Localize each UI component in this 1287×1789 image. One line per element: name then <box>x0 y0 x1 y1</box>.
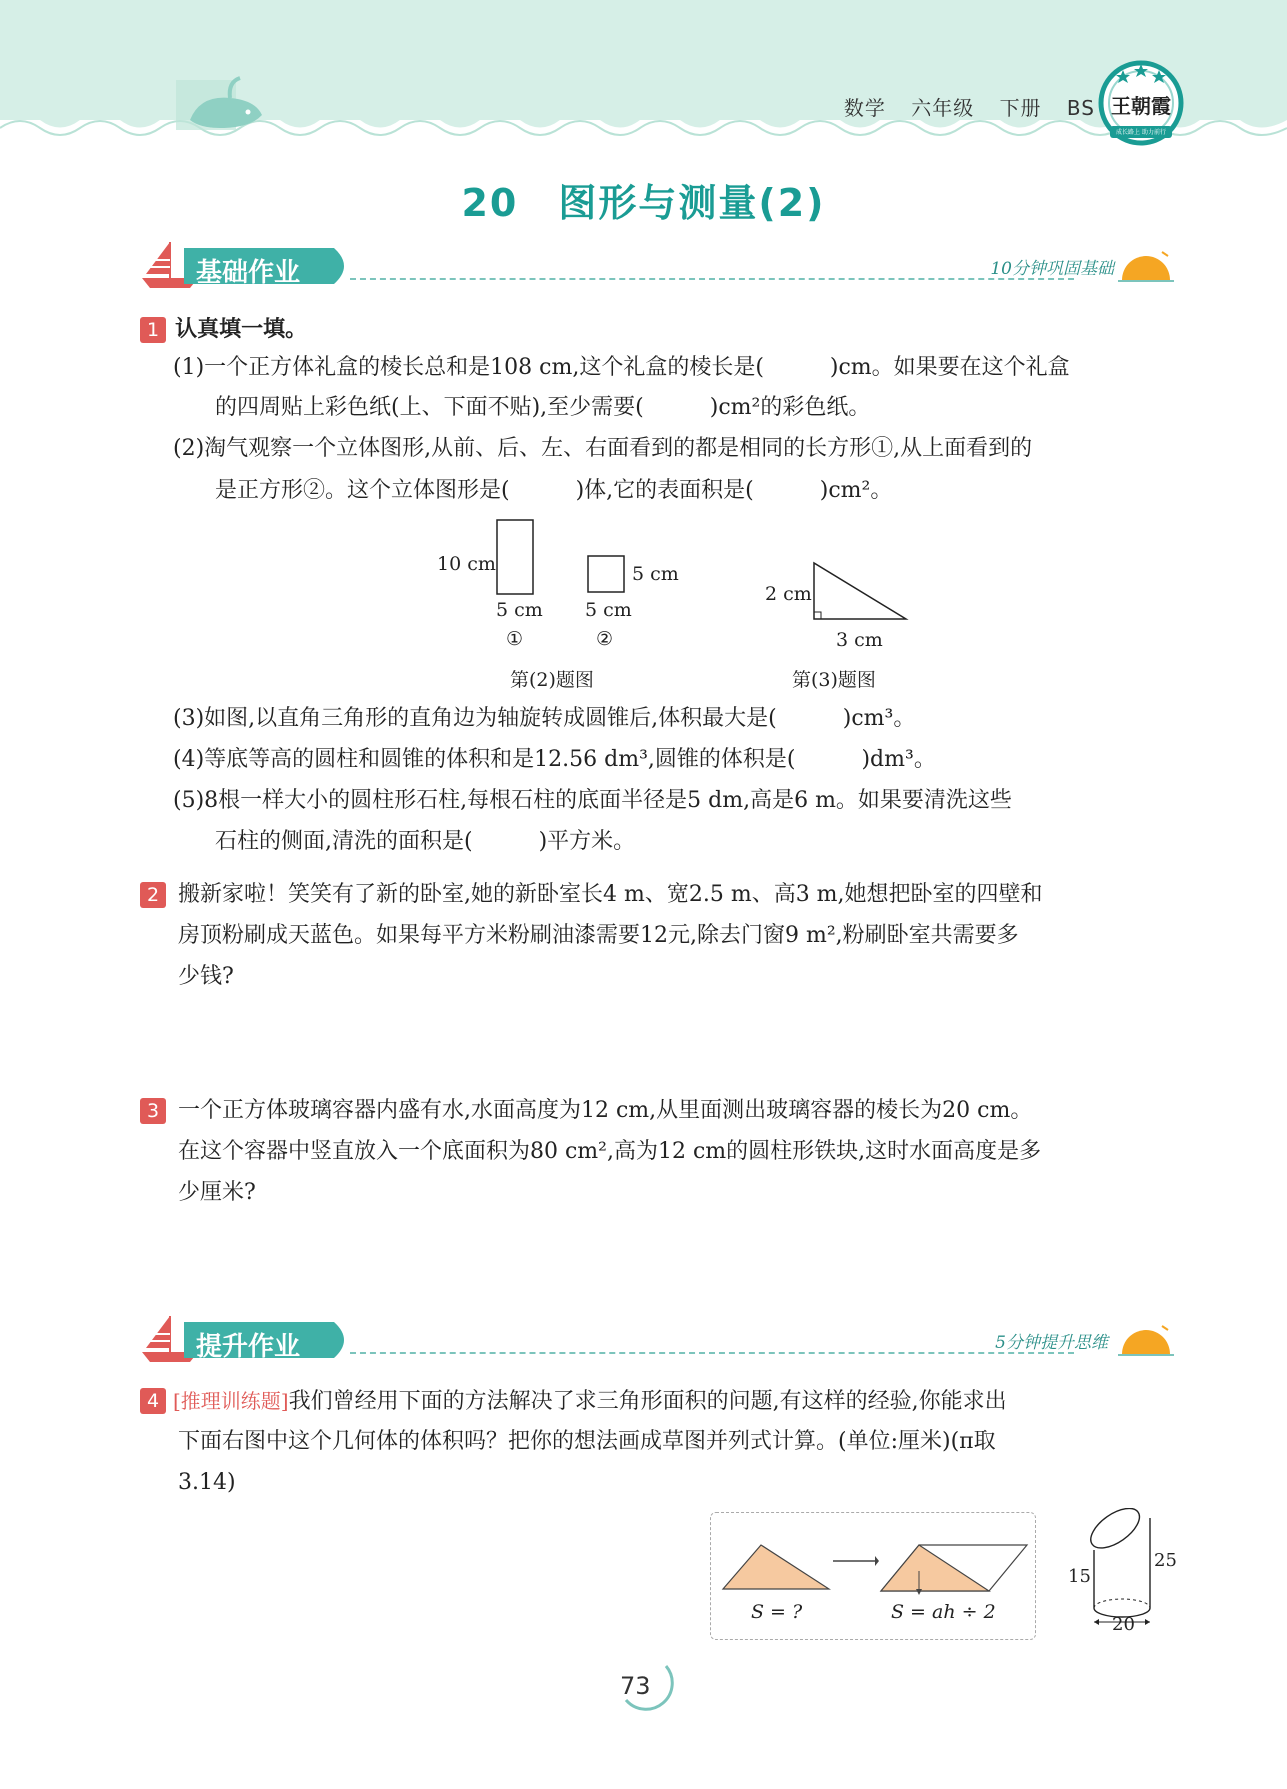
section-advanced-label: 提升作业 <box>196 1332 301 1362</box>
header-edition: BS <box>1066 96 1095 120</box>
square-side-label: 5 cm <box>632 563 679 585</box>
whale-icon <box>170 70 280 140</box>
q2-line-2: 房顶粉刷成天蓝色。如果每平方米粉刷油漆需要12元,除去门窗9 m²,粉刷卧室共需要多 <box>178 923 1019 948</box>
rectangle-shape <box>496 519 536 597</box>
square-shape <box>587 555 627 595</box>
square-width-label: 5 cm <box>585 599 632 621</box>
q3-line-2: 在这个容器中竖直放入一个底面积为80 cm²,高为12 cm的圆柱形铁块,这时水面高度是多 <box>178 1139 1042 1164</box>
q4-line-2: 下面右图中这个几何体的体积吗？把你的想法画成草图并列式计算。(单位:厘米)(π取 <box>178 1429 996 1454</box>
figure-q3-caption: 第(3)题图 <box>792 669 876 691</box>
header-grade: 六年级 <box>911 96 975 120</box>
rect-width-label: 5 cm <box>496 599 543 621</box>
triangle-leg-b: 3 cm <box>836 629 883 651</box>
question-number: 4 <box>140 1388 166 1414</box>
figure-q4-method <box>710 1512 1036 1640</box>
right-formula: S = ah ÷ 2 <box>891 1601 996 1623</box>
figure-q3 <box>758 545 958 695</box>
sunset-icon <box>1118 248 1174 284</box>
cylinder-right-height: 25 <box>1154 1550 1177 1571</box>
q4-tag: [推理训练题] <box>173 1389 289 1413</box>
section-basic-label: 基础作业 <box>196 258 301 288</box>
question-number: 3 <box>140 1098 166 1124</box>
truncated-cylinder-shape <box>1090 1508 1154 1628</box>
cylinder-left-height: 15 <box>1068 1566 1091 1587</box>
sunset-icon <box>1118 1322 1174 1358</box>
question-number: 1 <box>140 317 166 343</box>
q1-line-8: 石柱的侧面,清洗的面积是( )平方米。 <box>215 829 636 854</box>
brand-logo <box>1098 60 1184 146</box>
rect-height-label: 10 cm <box>437 553 496 575</box>
question-number: 2 <box>140 882 166 908</box>
right-triangle-shape <box>810 559 910 623</box>
section-divider <box>350 278 1074 280</box>
figure-q2 <box>430 515 760 695</box>
q4-line-1 <box>173 1386 1007 1417</box>
question-heading: 认真填一填。 <box>175 317 308 342</box>
q4-line-1-text: 我们曾经用下面的方法解决了求三角形面积的问题,有这样的经验,你能求出 <box>288 1389 1007 1414</box>
header-meta <box>826 92 1095 121</box>
parallelogram-shape <box>879 1541 1029 1597</box>
q1-line-1: (1)一个正方体礼盒的棱长总和是108 cm,这个礼盒的棱长是( )cm。如果要在这个礼盒 <box>173 355 1070 380</box>
rect-mark: ① <box>506 628 524 650</box>
cylinder-base-diameter: 20 <box>1112 1614 1135 1635</box>
q3-line-3: 少厘米? <box>178 1180 256 1205</box>
q1-line-5: (3)如图,以直角三角形的直角边为轴旋转成圆锥后,体积最大是( )cm³。 <box>173 706 916 731</box>
q2-line-3: 少钱? <box>178 964 234 989</box>
q2-line-1: 搬新家啦！笑笑有了新的卧室,她的新卧室长4 m、宽2.5 m、高3 m,她想把卧室的四壁和 <box>178 882 1043 907</box>
figure-q2-caption: 第(2)题图 <box>510 669 594 691</box>
triangle-shape <box>721 1541 831 1593</box>
square-mark: ② <box>596 628 614 650</box>
q1-line-2: 的四周贴上彩色纸(上、下面不贴),至少需要( )cm²的彩色纸。 <box>215 395 871 420</box>
figure-q4-cylinder <box>1062 1508 1182 1638</box>
brand-slogan: 成长路上 助力前行 <box>1116 129 1166 136</box>
section-advanced-tip: 5分钟提升思维 <box>995 1333 1108 1353</box>
section-header-advanced <box>140 1318 1174 1362</box>
triangle-leg-a: 2 cm <box>765 583 812 605</box>
q1-line-4: 是正方形②。这个立体图形是( )体,它的表面积是( )cm²。 <box>215 478 893 503</box>
section-basic-tip: 10分钟巩固基础 <box>990 259 1114 279</box>
header-volume: 下册 <box>999 96 1042 120</box>
q1-line-7: (5)8根一样大小的圆柱形石柱,每根石柱的底面半径是5 dm,高是6 m。如果要清洗这些 <box>173 788 1012 813</box>
header-subject: 数学 <box>843 96 886 120</box>
arrow-right-icon <box>831 1553 879 1569</box>
brand-name: 王朝霞 <box>1111 94 1171 118</box>
q1-line-6: (4)等底等高的圆柱和圆锥的体积和是12.56 dm³,圆锥的体积是( )dm³。 <box>173 747 936 772</box>
page-number: 73 <box>620 1672 651 1700</box>
q1-line-3: (2)淘气观察一个立体图形,从前、后、左、右面看到的都是相同的长方形①,从上面看到的 <box>173 436 1033 461</box>
section-divider <box>350 1352 1074 1354</box>
left-formula: S = ? <box>751 1601 803 1623</box>
question-1 <box>140 312 307 343</box>
section-header-basic <box>140 244 1174 288</box>
question-3 <box>140 1098 166 1124</box>
q4-line-3: 3.14) <box>178 1470 236 1495</box>
question-2 <box>140 882 166 908</box>
q3-line-1: 一个正方体玻璃容器内盛有水,水面高度为12 cm,从里面测出玻璃容器的棱长为20 cm。 <box>178 1098 1033 1123</box>
page-title: 20 图形与测量(2) <box>461 181 826 225</box>
question-4 <box>140 1388 166 1414</box>
